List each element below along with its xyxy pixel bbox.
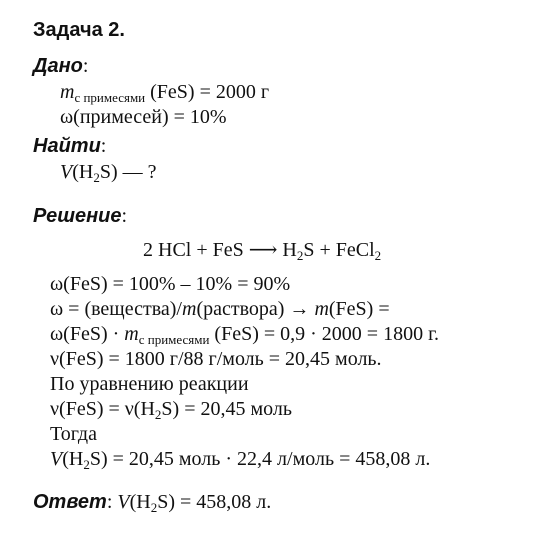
task-title: Задача 2. xyxy=(33,19,125,41)
mass-symbol: m xyxy=(60,81,75,103)
find-sub: 2 xyxy=(93,170,100,185)
step3-sub: с примесями xyxy=(138,332,210,347)
given-colon: : xyxy=(82,55,89,77)
find-colon: : xyxy=(100,135,107,157)
answer-b: S) = 458,08 л. xyxy=(157,491,272,513)
find-heading xyxy=(33,134,106,158)
step2-b: (раствора) → xyxy=(196,298,315,320)
solution-step-4: ν(FeS) = 1800 г/88 г/моль = 20,45 моль. xyxy=(50,348,382,370)
step3-b: (FeS) = 0,9 · 2000 = 1800 г. xyxy=(209,323,440,345)
equation-left: 2 HCl + FeS ⟶ H xyxy=(143,239,297,261)
step8-a: (H xyxy=(62,448,84,470)
solution-step-7: Тогда xyxy=(50,423,97,445)
find-open: (H xyxy=(72,161,94,183)
step6-b: S) = 20,45 моль xyxy=(161,398,292,420)
answer-sub: 2 xyxy=(150,500,158,515)
find-line xyxy=(60,160,157,184)
solution-step-8 xyxy=(50,447,430,471)
solution-heading xyxy=(33,204,127,228)
answer-v: V xyxy=(117,491,130,513)
step2-m2: m xyxy=(314,298,329,320)
equation-sub2: 2 xyxy=(374,248,382,263)
step8-v: V xyxy=(50,448,63,470)
answer-label: Ответ xyxy=(33,491,107,513)
step6-a: ν(FeS) = ν(H xyxy=(50,398,155,420)
answer-line xyxy=(33,490,271,514)
solution-step-3 xyxy=(50,322,439,346)
solution-step-6 xyxy=(50,397,292,421)
step8-sub: 2 xyxy=(83,457,90,472)
answer-colon: : xyxy=(106,491,118,513)
given-line-mass xyxy=(60,80,269,104)
equation-mid: S + FeCl xyxy=(303,239,375,261)
step3-a: ω(FeS) · xyxy=(50,323,125,345)
mass-subscript: с примесями xyxy=(74,90,146,105)
solution-heading-text: Решение xyxy=(33,205,122,227)
equation-sub1: 2 xyxy=(296,248,304,263)
reaction-equation xyxy=(143,238,381,262)
find-heading-text: Найти xyxy=(33,135,101,157)
given-heading-text: Дано xyxy=(33,55,83,77)
step2-a: ω = (вещества)/ xyxy=(50,298,182,320)
step2-c: (FeS) = xyxy=(328,298,390,320)
given-heading xyxy=(33,54,88,78)
step3-m: m xyxy=(124,323,139,345)
step8-b: S) = 20,45 моль · 22,4 л/моль = 458,08 л. xyxy=(89,448,431,470)
find-volume-symbol: V xyxy=(60,161,73,183)
solution-step-5: По уравнению реакции xyxy=(50,373,249,395)
answer-a: (H xyxy=(129,491,151,513)
find-close: S) — ? xyxy=(99,161,157,183)
step2-m1: m xyxy=(181,298,197,320)
solution-step-2 xyxy=(50,297,390,321)
mass-value: (FeS) = 2000 г xyxy=(145,81,270,103)
solution-step-1: ω(FeS) = 100% – 10% = 90% xyxy=(50,273,291,295)
given-line-impurity: ω(примесей) = 10% xyxy=(60,106,227,128)
solution-colon: : xyxy=(121,205,128,227)
step6-sub: 2 xyxy=(154,407,162,422)
